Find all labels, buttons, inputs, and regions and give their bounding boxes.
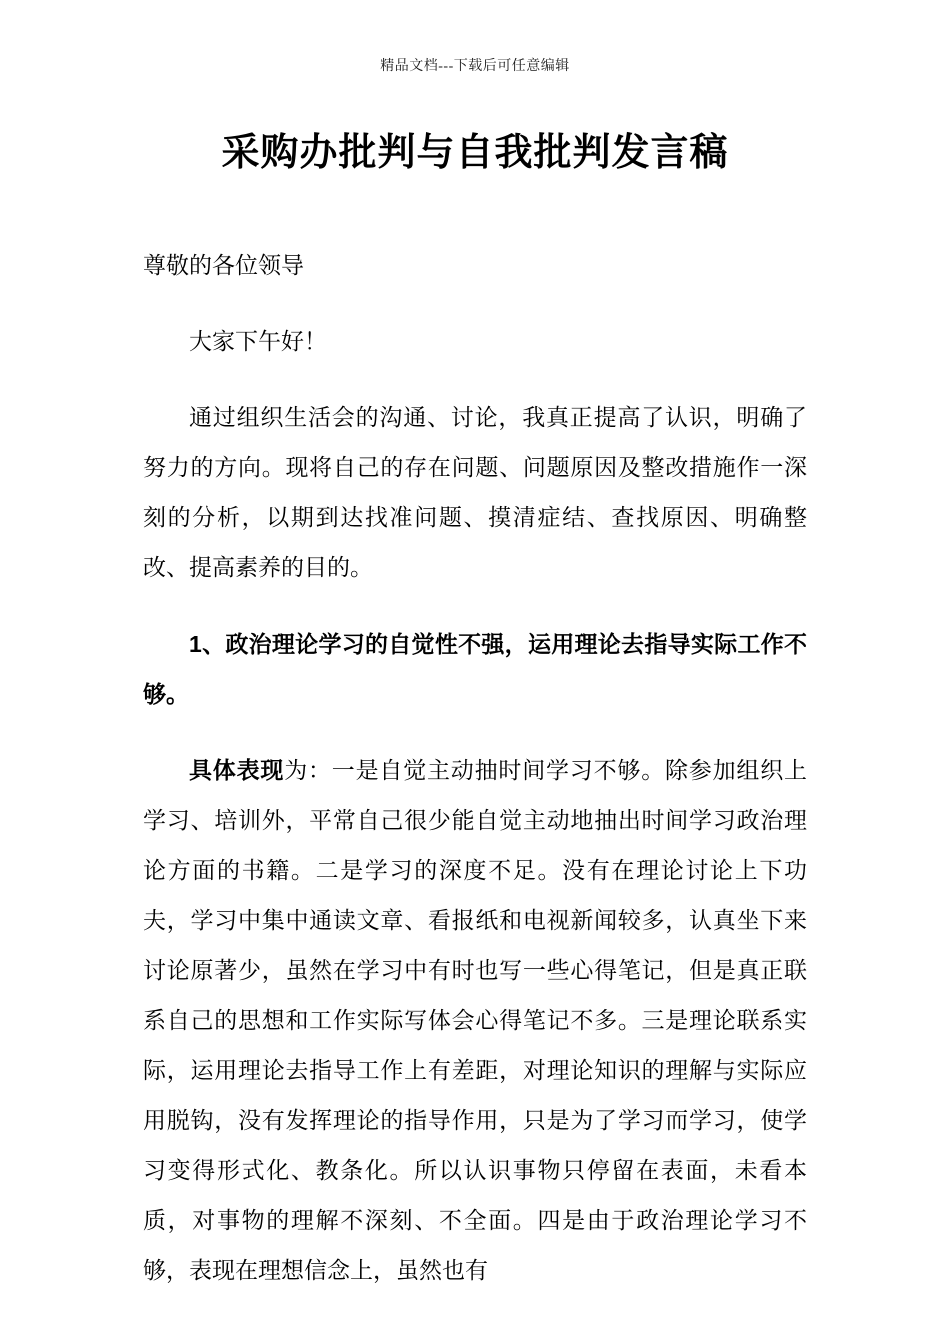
intro-paragraph: 通过组织生活会的沟通、讨论，我真正提高了认识，明确了努力的方向。现将自己的存在问题、问题原因及整改措施作一深刻的分析，以期到达找准问题、摸清症结、查找原因、明确整改、提高素养的目的。 xyxy=(143,405,807,580)
section1-heading: 1、政治理论学习的自觉性不强，运用理论去指导实际工作不够。 xyxy=(143,631,807,707)
watermark-header: 精品文档---下载后可任意编辑 xyxy=(380,59,570,74)
document-body xyxy=(143,241,807,1296)
greeting-paragraph: 大家下午好！ xyxy=(189,329,327,354)
salutation-paragraph: 尊敬的各位领导 xyxy=(143,253,304,278)
section1-bold-lead: 具体表现 xyxy=(189,757,285,783)
section1-paragraph xyxy=(143,745,807,1296)
section1-body-text: 为：一是自觉主动抽时间学习不够。除参加组织上学习、培训外，平常自己很少能自觉主动地抽出时间学习政治理论方面的书籍。二是学习的深度不足。没有在理论讨论上下功夫，学习中集中通读文章、看报纸和电视新闻较多，认真坐下来讨论原著少，虽然在学习中有时也写一些心得笔记，但是真正联系自己的思想和工作实际写体会心得笔记不多。三是理论联系实际，运用理论去指导工作上有差距，对理论知识的理解与实际应用脱钩，没有发挥理论的指导作用，只是为了学习而学习，使学习变得形式化、教条化。所以认识事物只停留在表面，未看本质，对事物的理解不深刻、不全面。四是由于政治理论学习不够，表现在理想信念上，虽然也有 xyxy=(143,758,808,1283)
document-title: 采购办批判与自我批判发言稿 xyxy=(221,132,729,174)
